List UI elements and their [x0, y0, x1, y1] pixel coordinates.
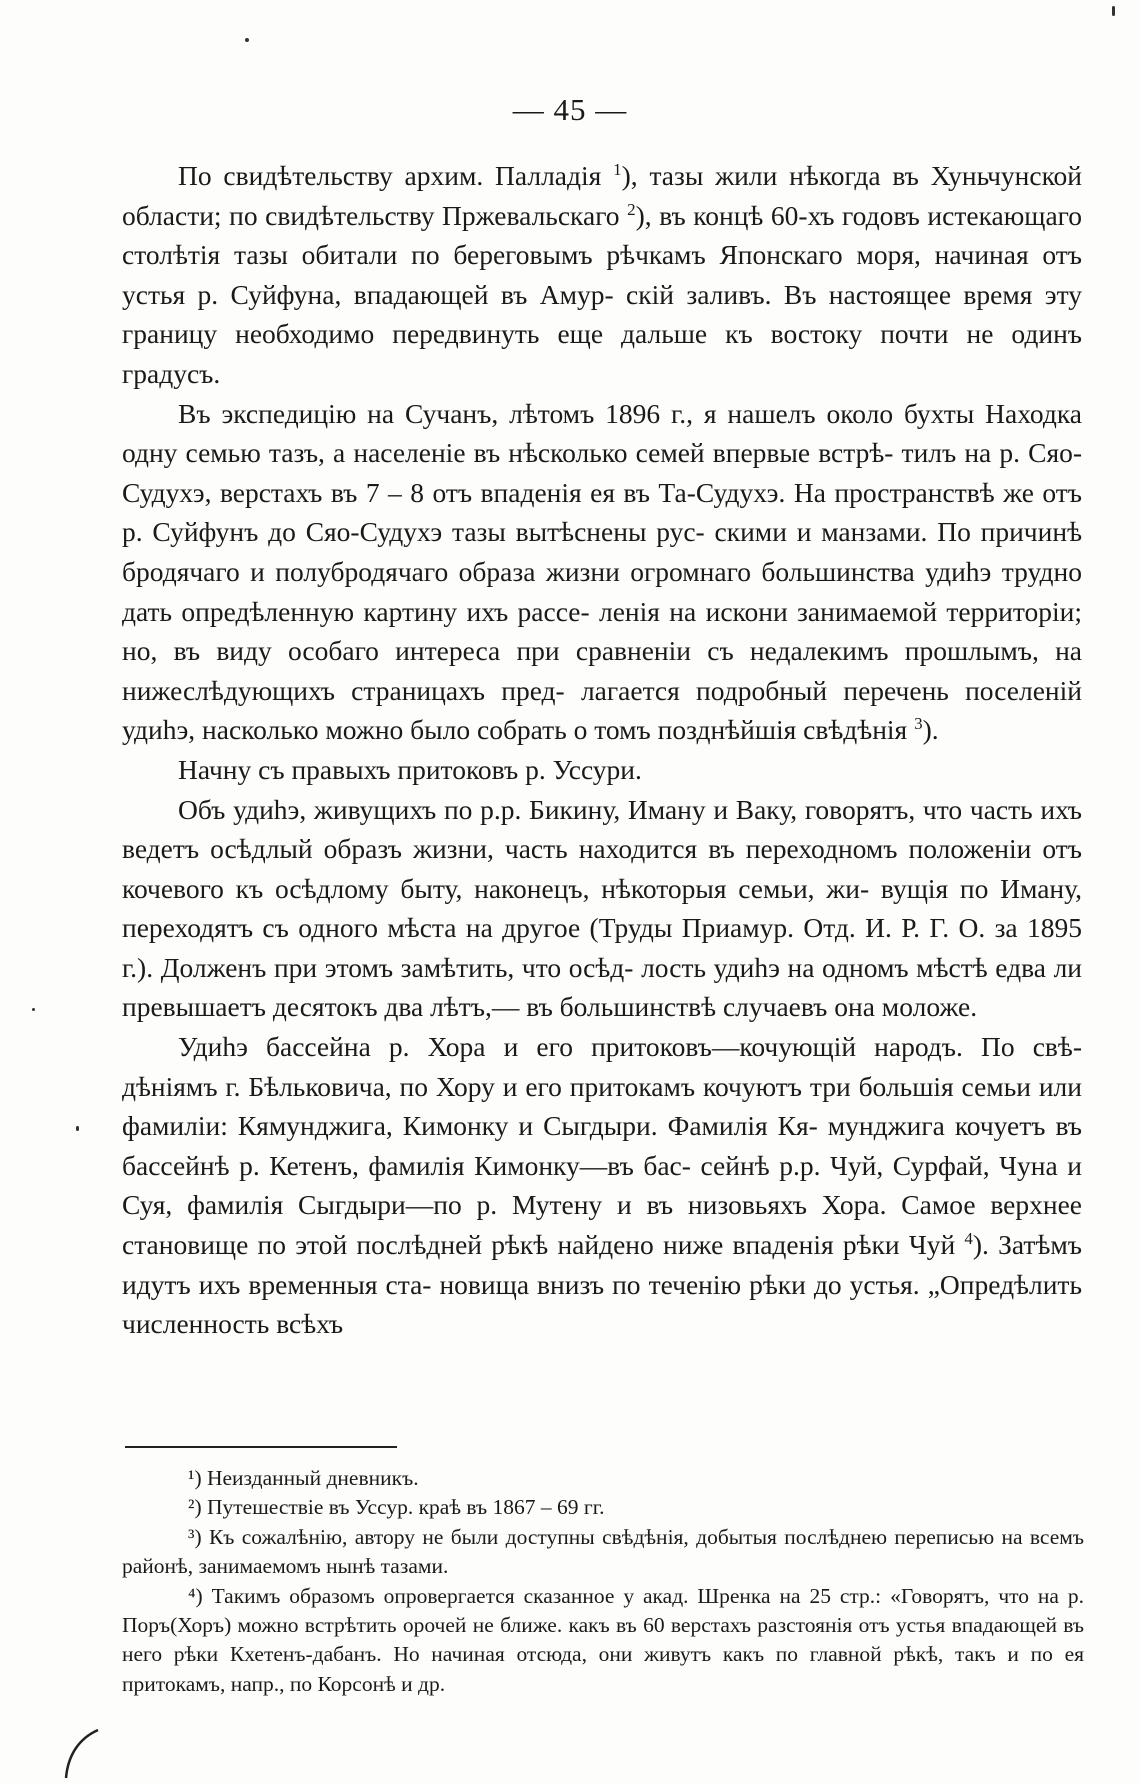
- scan-speck-right: [1112, 6, 1115, 16]
- paragraph: [122, 394, 1082, 750]
- text-segment: На пространствѣ же отъ р. Суйфунъ до Сяо-Судухэ тазы вытѣснены рус-: [122, 476, 1083, 548]
- paragraph: [122, 750, 1082, 790]
- footnote: [122, 1493, 1084, 1522]
- text-segment: о томъ позднѣйшія свѣдѣнія: [573, 714, 915, 746]
- text-segment: скій заливъ. Въ настоящее время эту границу необходимо передвинуть еще: [122, 278, 1082, 350]
- text-segment: мунджига кочуетъ въ бассейнѣ р. Кетенъ, фамилія Кимонку—въ бас-: [122, 1110, 1082, 1181]
- text-segment: ).: [922, 714, 939, 746]
- text-segment: Начну съ правыхъ притоковъ р. Уссури.: [178, 753, 642, 785]
- scan-speck-top: [245, 38, 249, 42]
- main-text: [122, 156, 1082, 1344]
- text-segment: тилъ на р. Сяо-Судухэ, верстахъ въ 7 – 8 отъ впаденія ея въ Та-Судухэ.: [122, 437, 1083, 508]
- footnote: [122, 1523, 1084, 1582]
- text-segment: лагается подробный перечень поселеній удиһэ, насколько можно было собрать: [122, 674, 1082, 746]
- text-segment: Находка одну семью тазъ, а населеніе въ нѣсколько семей впервые встрѣ-: [122, 397, 1083, 469]
- text-segment: отъ устья впадающей въ него рѣки Кхетенъ-дабанъ. Но начиная отсюда, они живутъ какъ: [122, 1613, 1084, 1667]
- text-segment: ), въ концѣ: [635, 199, 764, 231]
- text-segment: семьи или фамиліи: Кямунджига, Кимонку и Сыгдыри. Фамилія Кя-: [122, 1070, 1082, 1142]
- text-segment: Объ удиһэ, живущихъ по р.р. Бикину, Иману и Ваку, говорятъ, что: [178, 793, 963, 825]
- text-segment: Отд. И. Р. Г. О. за 1895 г.). Долженъ при этомъ замѣтить, что осѣд-: [122, 912, 1083, 983]
- footnote-ref: 3: [914, 714, 923, 734]
- text-segment: ), тазы жили нѣкогда въ: [621, 160, 919, 191]
- text-segment: сравненіи съ недалекимъ прошлымъ, на нижеслѣдующихъ страницахъ пред-: [122, 635, 1082, 706]
- paragraph: [122, 790, 1082, 1028]
- text-segment: въ большинствѣ случаевъ она моложе.: [526, 991, 978, 1023]
- text-segment: Въ экспедицію на Сучанъ, лѣтомъ 1896 г., я нашелъ около бухты: [178, 397, 975, 429]
- text-segment: скими и манзами. По причинѣ бродячаго и полубродячаго образа жизни: [122, 516, 1082, 587]
- pencil-mark: [62, 1728, 102, 1780]
- text-segment: новища внизъ по теченію рѣки до устья. „Опредѣлить численность всѣхъ: [122, 1268, 1082, 1340]
- paragraph: [122, 156, 1082, 394]
- text-segment: что на р. Поръ(Хоръ) можно встрѣтить орочей не ближе. какъ въ 60 верстахъ разстоянія: [122, 1583, 1084, 1638]
- text-segment: Хуньчунской области; по свидѣтельству Пржевальскаго: [122, 160, 1083, 231]
- text-segment: ²) Путешествіе въ Уссур. краѣ въ 1867 – 69 гг.: [188, 1495, 605, 1520]
- paragraph: [122, 1027, 1082, 1344]
- text-segment: дальше къ востоку почти не одинъ градусъ.: [122, 318, 1083, 389]
- text-segment: огромнаго большинства удиһэ трудно дать опредѣленную картину ихъ рассе-: [122, 555, 1083, 627]
- text-segment: 60-хъ годовъ истекающаго столѣтія тазы обитали по береговымъ рѣчкамъ: [122, 199, 1083, 271]
- text-segment: на всемъ районѣ, занимаемомъ нынѣ тазами.: [122, 1524, 1084, 1579]
- text-segment: по главной рѣкѣ, такъ и по ея притокамъ, напр., по Корсонѣ и др.: [122, 1642, 1085, 1696]
- text-segment: лость удиһэ на одномъ мѣстѣ едва ли превышаетъ десятокъ два лѣтъ,—: [122, 951, 1083, 1023]
- text-segment: Удиһэ бассейна р. Хора и его притоковъ—кочующій народъ. По свѣ-: [178, 1031, 1082, 1063]
- text-segment: найдено ниже впаденія рѣки Чуй: [557, 1229, 965, 1261]
- page-number: — 45 —: [512, 92, 628, 127]
- footnote-ref: 2: [627, 199, 636, 219]
- text-segment: сейнѣ р.р. Чуй, Сурфай, Чуна и Суя, фамилія Сыгдыри—по р. Мутену: [122, 1149, 1082, 1221]
- footnote-separator: [125, 1446, 397, 1448]
- text-segment: ⁴) Такимъ образомъ опровергается сказанное у акад. Шренка на 25 стр.: «Говорятъ,: [188, 1583, 990, 1608]
- scan-speck-left-1: [32, 1008, 35, 1011]
- text-segment: ³) Къ сожалѣнію, автору не были доступны свѣдѣнія, добытыя послѣднею переписью: [188, 1524, 995, 1549]
- footnote-ref: 1: [613, 159, 622, 179]
- footnote: [122, 1464, 1084, 1493]
- text-segment: ¹) Неизданный дневникъ.: [188, 1466, 419, 1490]
- text-segment: ленія на искони занимаемой территоріи; но, въ виду особаго интереса при: [122, 595, 1082, 667]
- footnote: [122, 1582, 1084, 1700]
- scan-speck-left-2: [76, 1126, 79, 1131]
- text-segment: По свидѣтельству архим. Палладія: [178, 160, 614, 191]
- text-segment: ). Затѣмъ идутъ ихъ временныя ста-: [122, 1229, 1082, 1300]
- text-segment: часть ихъ ведетъ осѣдлый образъ жизни, часть находится въ переходномъ: [122, 793, 1082, 865]
- text-segment: и въ низовьяхъ Хора. Самое верхнее становище по этой послѣдней рѣкѣ: [122, 1189, 1083, 1261]
- text-segment: вущія по Иману, переходятъ съ одного мѣста на другое (Труды Приамур.: [122, 872, 1082, 944]
- footnote-ref: 4: [964, 1228, 973, 1248]
- text-segment: положеніи отъ кочевого къ осѣдлому быту, наконецъ, нѣкоторыя семьи, жи-: [122, 833, 1083, 904]
- footnotes: [122, 1464, 1084, 1699]
- text-segment: Японскаго моря, начиная отъ устья р. Суйфуна, впадающей въ Амур-: [122, 239, 1083, 310]
- text-segment: дѣніямъ г. Бѣльковича, по Хору и его притокамъ кочуютъ три большія: [122, 1070, 954, 1102]
